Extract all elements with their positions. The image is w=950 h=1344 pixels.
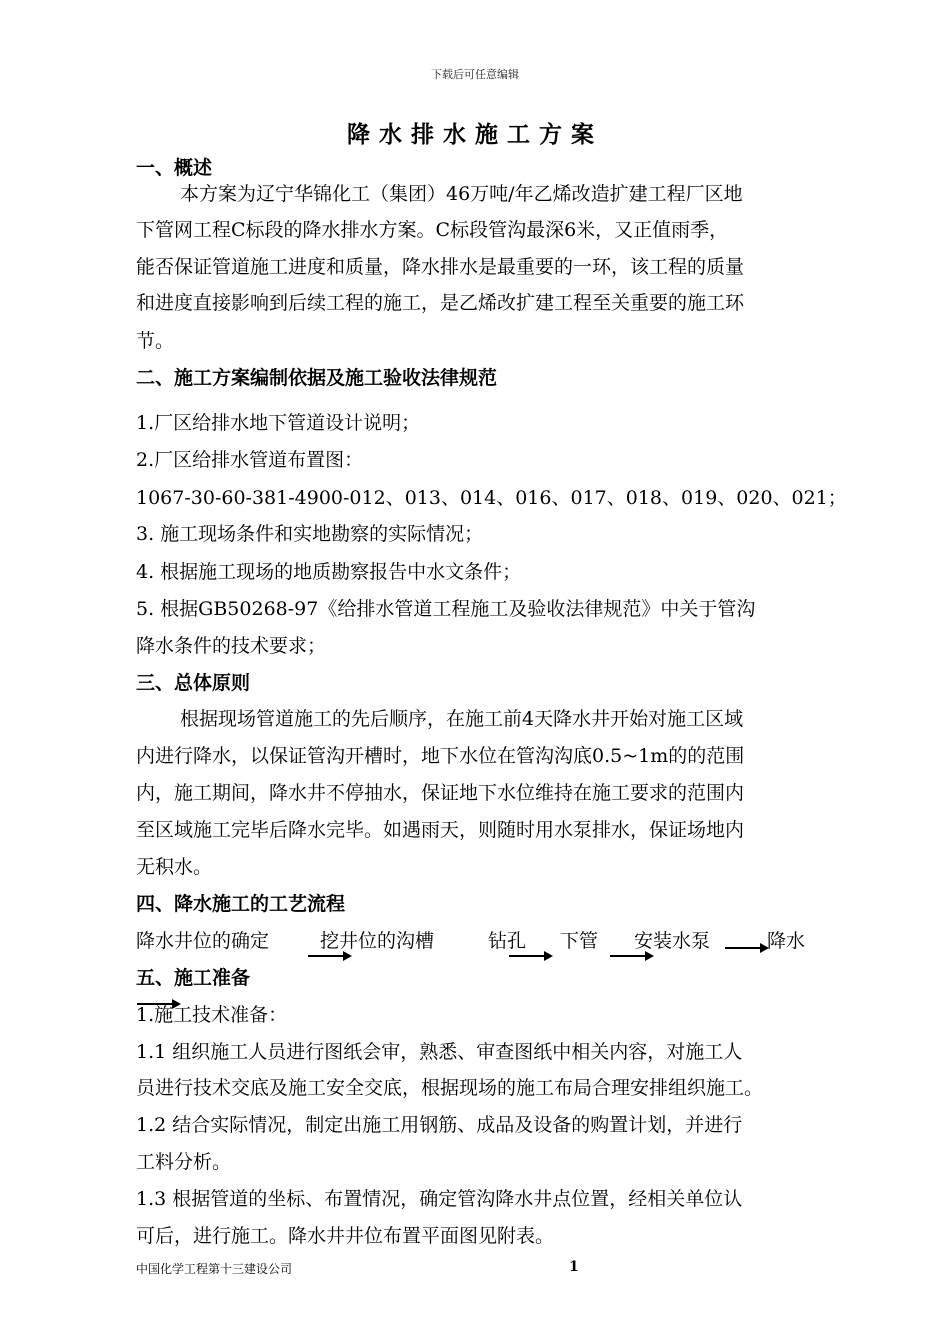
flow-step: 降水井位的确定 <box>136 930 270 952</box>
section-heading-principles: 三、总体原则 <box>136 672 251 694</box>
flow-arrow-icon <box>725 941 769 955</box>
flow-step: 钻孔 <box>488 930 527 952</box>
flow-step: 挖井位的沟槽 <box>320 930 435 952</box>
paragraph-line: 和进度直接影响到后续工程的施工，是乙烯改扩建工程至关重要的施工环 <box>136 292 745 314</box>
flow-step: 下管 <box>560 930 599 952</box>
list-item: 1.施工技术准备： <box>136 1004 288 1026</box>
paragraph-line: 根据现场管道施工的先后顺序，在施工前4天降水井开始对施工区域 <box>180 708 744 730</box>
flow-step: 降水 <box>767 930 806 952</box>
page-header-note: 下载后可任意编辑 <box>431 68 519 81</box>
paragraph-line: 节。 <box>136 330 175 352</box>
paragraph-line: 能否保证管道施工进度和质量，降水排水是最重要的一环，该工程的质量 <box>136 256 745 278</box>
paragraph-line: 可后，进行施工。降水井井位布置平面图见附表。 <box>136 1225 555 1247</box>
paragraph-line: 内进行降水，以保证管沟开槽时，地下水位在管沟沟底0.5~1m的的范围 <box>136 745 745 767</box>
paragraph-line: 本方案为辽宁华锦化工（集团）46万吨/年乙烯改造扩建工程厂区地 <box>180 183 743 205</box>
flow-arrow-icon <box>509 949 553 963</box>
paragraph-line: 至区域施工完毕后降水完毕。如遇雨天，则随时用水泵排水，保证场地内 <box>136 819 745 841</box>
list-item: 1.厂区给排水地下管道设计说明； <box>136 412 421 434</box>
paragraph-line: 员进行技术交底及施工安全交底，根据现场的施工布局合理安排组织施工。 <box>136 1077 764 1099</box>
flow-arrow-icon <box>610 949 654 963</box>
paragraph-line: 1.1 组织施工人员进行图纸会审，熟悉、审查图纸中相关内容，对施工人 <box>136 1041 743 1063</box>
section-heading-process: 四、降水施工的工艺流程 <box>136 893 346 915</box>
page-number: 1 <box>569 1259 579 1275</box>
footer-company: 中国化学工程第十三建设公司 <box>136 1262 293 1276</box>
flow-step: 安装水泵 <box>634 930 711 952</box>
section-heading-preparation: 五、施工准备 <box>136 967 251 989</box>
section-heading-basis: 二、施工方案编制依据及施工验收法律规范 <box>136 367 498 389</box>
list-item: 2.厂区给排水管道布置图： <box>136 449 364 471</box>
paragraph-line: 1.2 结合实际情况，制定出施工用钢筋、成品及设备的购置计划，并进行 <box>136 1114 743 1136</box>
document-title: 降水排水施工方案 <box>347 122 603 148</box>
list-item: 3. 施工现场条件和实地勘察的实际情况； <box>136 523 484 545</box>
paragraph-line: 下管网工程C标段的降水排水方案。C标段管沟最深6米，又正值雨季， <box>136 219 729 241</box>
flow-arrow-icon <box>308 949 352 963</box>
paragraph-line: 内，施工期间，降水井不停抽水，保证地下水位维持在施工要求的范围内 <box>136 782 745 804</box>
list-item: 5. 根据GB50268-97《给排水管道工程施工及验收法律规范》中关于管沟 <box>136 598 756 620</box>
list-item: 4. 根据施工现场的地质勘察报告中水文条件； <box>136 561 522 583</box>
drawing-numbers: 1067-30-60-381-4900-012、013、014、016、017、018、019、020、021； <box>136 487 847 509</box>
paragraph-line: 1.3 根据管道的坐标、布置情况，确定管沟降水井点位置，经相关单位认 <box>136 1188 743 1210</box>
section-heading-overview: 一、概述 <box>136 157 213 179</box>
paragraph-line: 无积水。 <box>136 856 213 878</box>
list-item-continuation: 降水条件的技术要求； <box>136 635 327 657</box>
paragraph-line: 工料分析。 <box>136 1151 232 1173</box>
